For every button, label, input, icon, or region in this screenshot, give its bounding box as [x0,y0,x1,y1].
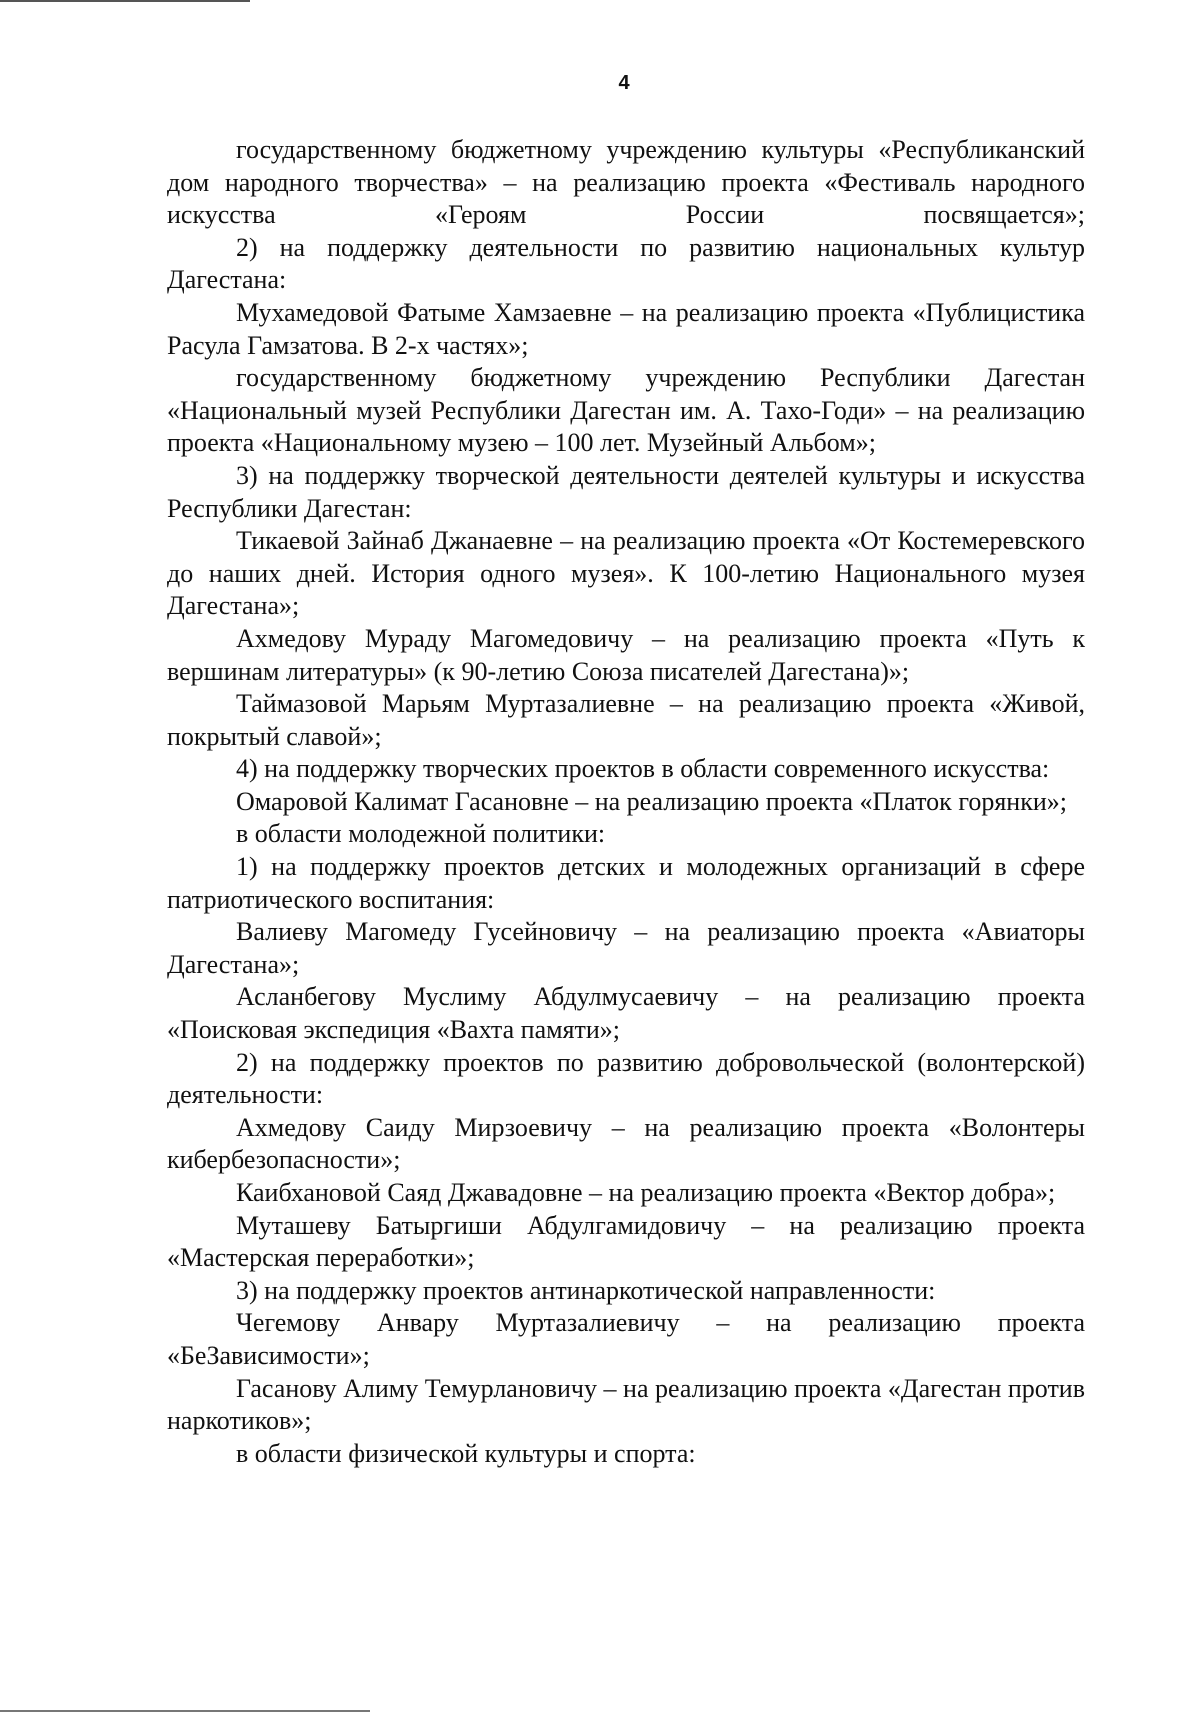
paragraph-15: 2) на поддержку проектов по развитию добровольческой (волонтерской) деятельности: [167,1047,1085,1110]
paragraph-14: Асланбегову Муслиму Абдулмусаевичу – на реализацию проекта «Поисковая экспедиция «Вахта памяти»; [167,982,1085,1045]
paragraph-16: Ахмедову Саиду Мирзоевичу – на реализацию проекта «Волонтеры кибербезопасности»; [167,1112,1085,1175]
paragraph-10: Омаровой Калимат Гасановне – на реализацию проекта «Платок горянки»; [236,786,1067,816]
paragraph-11: в области молодежной политики: [236,819,606,849]
paragraph-8: Таймазовой Марьям Муртазалиевне – на реализацию проекта «Живой, покрытый славой»; [167,689,1085,751]
scan-edge-bottom [0,1710,370,1712]
paragraph-18: Муташеву Батыргиши Абдулгамидовичу – на реализацию проекта «Мастерская переработки»; [167,1210,1085,1273]
paragraph-20: Чегемову Анвару Муртазалиевичу – на реализацию проекта «БеЗависимости»; [167,1308,1085,1370]
paragraph-2: 2) на поддержку деятельности по развитию национальных культур Дагестана: [167,232,1085,295]
paragraph-21: Гасанову Алиму Темурлановичу – на реализацию проекта «Дагестан против наркотиков»; [167,1373,1085,1436]
paragraph-13: Валиеву Магомеду Гусейновичу – на реализацию проекта «Авиаторы Дагестана»; [167,917,1085,979]
paragraph-17: Каибхановой Саяд Джавадовне – на реализацию проекта «Вектор добра»; [236,1178,1056,1207]
paragraph-7: Ахмедову Мураду Магомедовичу – на реализацию проекта «Путь к вершинам литературы» (к 90-летию Союза писателей Дагестана)»; [167,623,1085,686]
document-body [167,134,1085,1470]
paragraph-3: Мухамедовой Фатыме Хамзаевне – на реализацию проекта «Публицистика Расула Гамзатова. В 2-х частях»; [167,297,1085,360]
page-number: 4 [618,72,630,94]
paragraph-12: 1) на поддержку проектов детских и молодежных организаций в сфере патриотического воспитания: [167,852,1085,914]
paragraph-22: в области физической культуры и спорта: [236,1438,696,1468]
paragraph-5: 3) на поддержку творческой деятельности деятелей культуры и искусства Республики Дагестан: [167,460,1085,523]
paragraph-19: 3) на поддержку проектов антинаркотической направленности: [236,1275,936,1305]
paragraph-6: Тикаевой Зайнаб Джанаевне – на реализацию проекта «От Костемеревского до наших дней. История одного музея». К 100-летию Национального музея Дагестана»; [167,526,1085,621]
paragraph-4: государственному бюджетному учреждению Республики Дагестан «Национальный музей Республики Дагестан им. А. Тахо-Годи» – на реализацию проекта «Национальному музею – 100 лет. Музейный Альбом»; [167,363,1085,458]
paragraph-1: государственному бюджетному учреждению культуры «Республиканский дом народного творчества» – на реализацию проекта «Фестиваль народного искусства «Героям России посвящается»; [167,135,1085,230]
paragraph-9: 4) на поддержку творческих проектов в области современного искусства: [236,754,1050,784]
scan-edge-top [0,0,250,2]
